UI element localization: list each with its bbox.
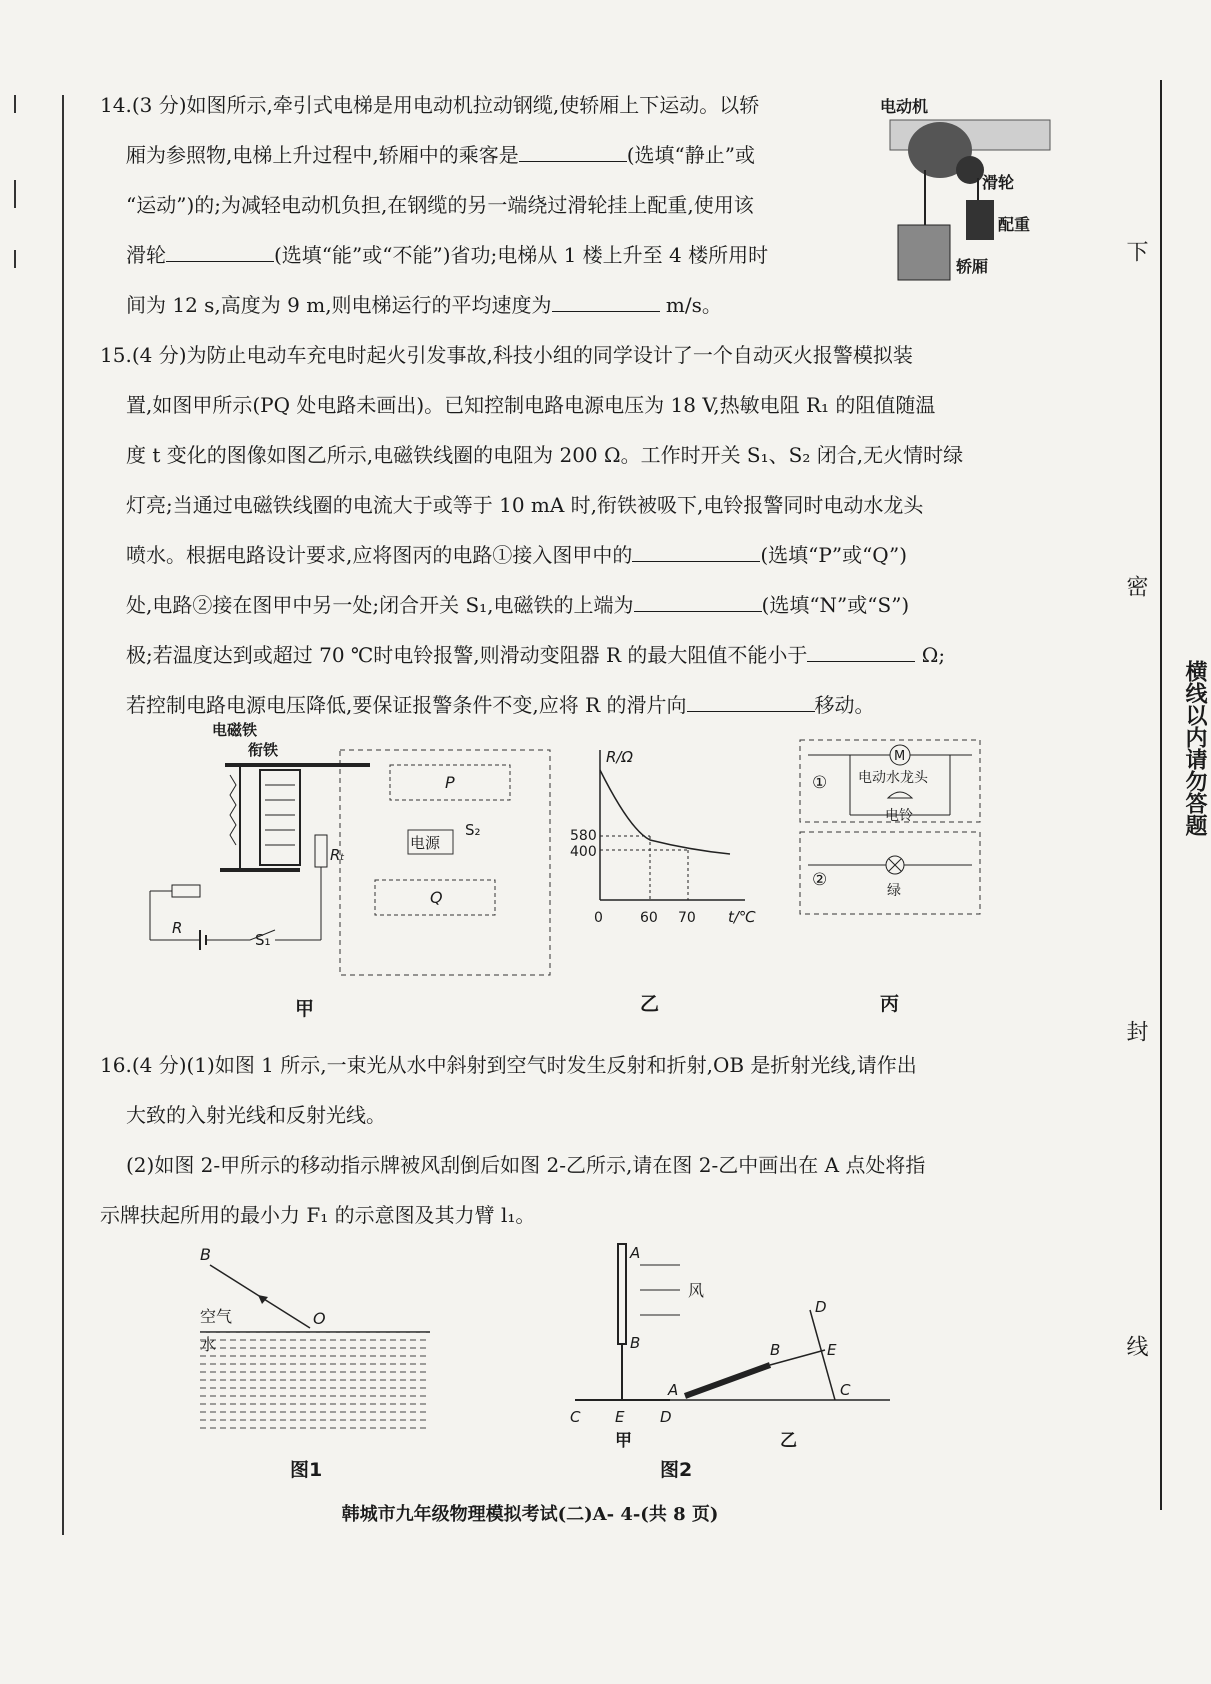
label-E: E (615, 1408, 625, 1426)
margin-mark (14, 95, 16, 113)
label-D-fallen: D (815, 1298, 827, 1316)
car-label: 轿厢 (956, 257, 989, 276)
question-14: 14.(3 分)如图所示,牵引式电梯是用电动机拉动钢缆,使轿厢上下运动。以轿 厢为参照物,电梯上升过程中,轿厢中的乘客是 (选填“静止”或 “运动”)的;为减轻电动机负担,在钢缆的另一端绕过滑轮挂上配重,使用该 滑轮 (选填“能”或“不能”)省功;电梯从 1 楼上升至 4 楼所用时 间为 12 s,高度为 9 m,则电梯运行的平均速度为 m/s。 (100, 93, 769, 317)
margin-mark (14, 180, 16, 208)
page-footer: 韩城市九年级物理模拟考试(二)A- 4-(共 8 页) (341, 1504, 719, 1525)
figure-1-light (200, 1240, 460, 1480)
Q-label: Q (430, 888, 443, 907)
y-tick-400: 400 (570, 844, 597, 860)
figure-yi-graph (570, 740, 770, 1020)
label-D: D (660, 1408, 672, 1426)
rheostat (172, 885, 200, 897)
armature-label: 衔铁 (248, 741, 279, 759)
P-label: P (445, 773, 455, 792)
label-B-fallen: B (770, 1341, 781, 1359)
arrow-head (258, 1295, 268, 1304)
label-B: B (630, 1334, 641, 1352)
bell-icon (888, 792, 912, 798)
answer-blank[interactable] (687, 689, 815, 712)
counterweight-icon (966, 200, 994, 240)
fig-bing-caption: 丙 (880, 993, 900, 1015)
Rt-label: Rₜ (330, 846, 345, 864)
circuit-2-label: ② (812, 870, 828, 890)
counterweight-label: 配重 (998, 215, 1031, 234)
margin-mark (14, 250, 16, 268)
spring (230, 775, 236, 845)
power-source-label: 电源 (410, 834, 441, 852)
circuit-1-label: ① (812, 773, 828, 793)
x-axis-label: t/℃ (728, 908, 756, 926)
point-O: O (313, 1309, 326, 1328)
bell-label: 电铃 (885, 808, 913, 824)
R-label: R (172, 919, 183, 937)
question-15: 15.(4 分)为防止电动车充电时起火引发事故,科技小组的同学设计了一个自动灭火报警模拟装 置,如图甲所示(PQ 处电路未画出)。已知控制电路电源电压为 18 V,热敏电阻 R₁ 的阻值随温 度 t 变化的图像如图乙所示,电磁铁线圈的电阻为 200 Ω。工作时开关 S₁、S₂ 闭合,无火情时绿 灯亮;当通过电磁铁线圈的电流大于或等于 10 mA 时,衔铁被吸下,电铃报警同时电动水龙头 喷水。根据电路设计要求,应将图丙的电路①接入图甲中的 (选填“P”或“Q”) 处,电路②接在图甲中另一处;闭合开关 S₁,电磁铁的上端为 (选填“N”或“S”) 极;若温度达到或超过 70 ℃时电铃报警,则滑动变阻器 R 的最大阻值不能小于 Ω; 若控制电路电源电压降低,要保证报警条件不变,应将 R 的滑片向 移动。 (100, 343, 964, 717)
x-tick-60: 60 (640, 910, 658, 926)
binding-line (1160, 80, 1162, 1510)
y-axis-label: R/Ω (606, 748, 633, 766)
side-char-xian: 线 (1123, 1335, 1148, 1357)
x-tick-70: 70 (678, 910, 696, 926)
fig-2-sub-yi: 乙 (780, 1431, 797, 1451)
label-A: A (630, 1244, 641, 1262)
green-lamp-label: 绿 (887, 883, 901, 899)
thermistor (315, 835, 327, 867)
label-E-fallen: E (827, 1341, 837, 1359)
fig-2-sub-jia: 甲 (615, 1431, 632, 1451)
air-label: 空气 (200, 1307, 233, 1326)
y-tick-580: 580 (570, 828, 597, 844)
answer-blank[interactable] (166, 239, 274, 262)
motor-symbol: M (894, 749, 906, 764)
car-icon (898, 225, 950, 280)
side-char-mi: 密 (1123, 575, 1148, 597)
sign-board-upright (618, 1244, 626, 1344)
water-region (200, 1332, 430, 1432)
faucet-label: 电动水龙头 (858, 770, 928, 786)
question-16: 16.(4 分)(1)如图 1 所示,一束光从水中斜射到空气时发生反射和折射,OB 是折射光线,请作出 大致的入射光线和反射光线。 (2)如图 2-甲所示的移动指示牌被风刮倒后如图 2-乙所示,请在图 2-乙中画出在 A 点处将指 示牌扶起所用的最小力 F₁ 的示意图及其力臂 l₁。 (100, 1053, 926, 1227)
side-char-feng: 封 (1123, 1020, 1148, 1042)
side-instruction: 横线以内请勿答题 (1182, 660, 1208, 836)
label-C-fallen: C (840, 1381, 851, 1399)
pulley-icon (956, 156, 984, 184)
figure-jia-circuit (140, 721, 560, 1025)
S1-label: S₁ (255, 931, 271, 949)
left-rule (62, 95, 64, 1535)
figure-bing-circuits (800, 740, 990, 1020)
fig-1-caption: 图1 (290, 1459, 323, 1481)
elevator-figure (880, 90, 1060, 290)
motor-label: 电动机 (880, 97, 929, 116)
answer-blank[interactable] (552, 289, 660, 312)
answer-blank[interactable] (519, 139, 627, 162)
answer-blank[interactable] (634, 589, 762, 612)
label-A-fallen: A (668, 1381, 679, 1399)
fig-yi-caption: 乙 (640, 993, 660, 1015)
wind-label: 风 (688, 1281, 705, 1300)
side-char-top: 下 (1123, 240, 1148, 262)
fallen-board (685, 1365, 770, 1396)
fig-2-caption: 图2 (660, 1459, 693, 1481)
answer-blank[interactable] (632, 539, 760, 562)
label-C: C (570, 1408, 581, 1426)
answer-blank[interactable] (807, 639, 915, 662)
coil (260, 770, 300, 865)
fig-jia-caption: 甲 (295, 998, 315, 1020)
point-B: B (200, 1245, 211, 1264)
resistance-curve (600, 770, 730, 854)
electromagnet-label: 电磁铁 (212, 721, 258, 739)
S2-label: S₂ (465, 821, 481, 839)
origin-label: 0 (594, 910, 603, 926)
figure-2-sign (560, 1240, 980, 1480)
pulley-label: 滑轮 (982, 173, 1015, 192)
